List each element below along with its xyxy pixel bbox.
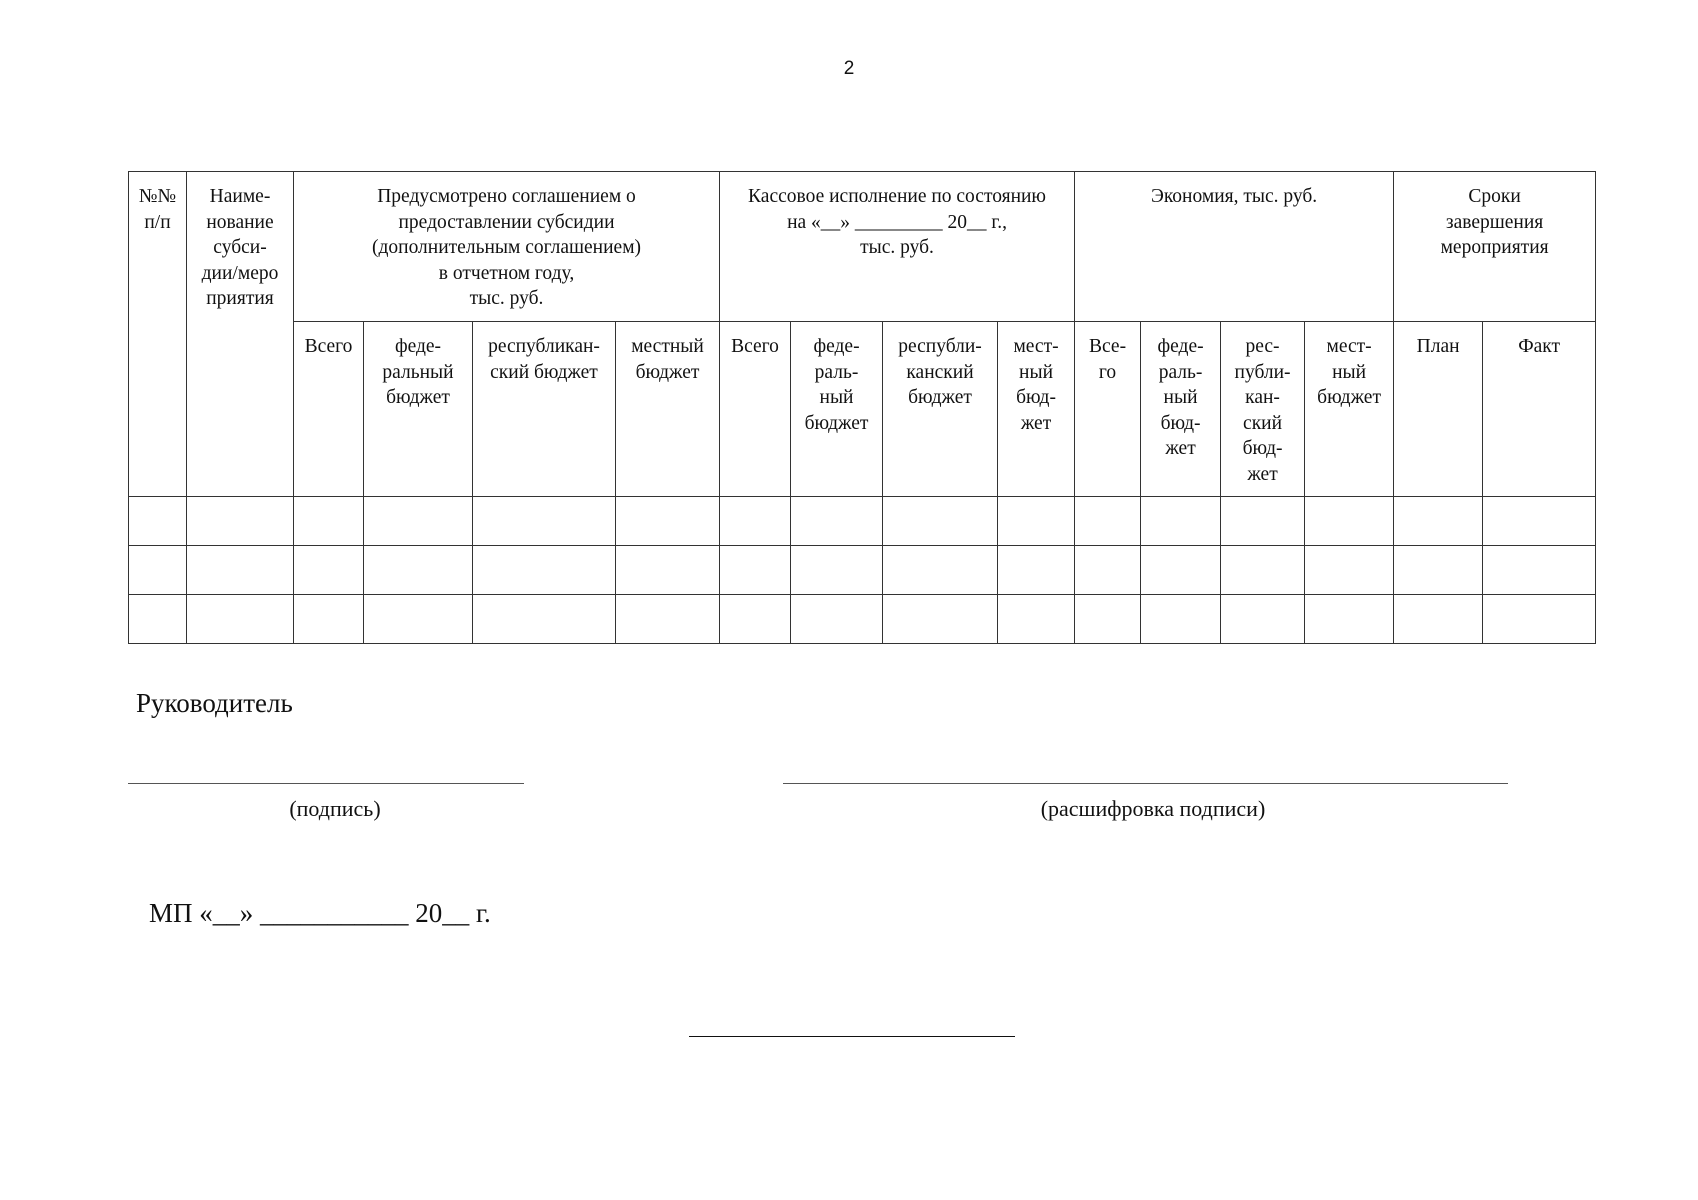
header-completion-terms: Сроки завершения мероприятия <box>1394 172 1596 322</box>
subheader-cash-total: Всего <box>720 322 791 497</box>
table-cell[interactable] <box>791 595 883 644</box>
subheader-economy-local: мест- ный бюджет <box>1305 322 1394 497</box>
table-cell[interactable] <box>616 546 720 595</box>
table-cell[interactable] <box>129 497 187 546</box>
table-cell[interactable] <box>883 497 998 546</box>
subheader-provided-local: местный бюджет <box>616 322 720 497</box>
table-cell[interactable] <box>187 497 294 546</box>
subheader-economy-republic: рес- публи- кан- ский бюд- жет <box>1221 322 1305 497</box>
table-cell[interactable] <box>1305 595 1394 644</box>
signature-line <box>128 783 524 784</box>
subheader-plan: План <box>1394 322 1483 497</box>
table-cell[interactable] <box>1483 497 1596 546</box>
subheader-cash-local: мест- ный бюд- жет <box>998 322 1075 497</box>
table-cell[interactable] <box>129 595 187 644</box>
subheader-provided-total: Всего <box>294 322 364 497</box>
header-subsidy-name: Наиме- нование субси- дии/меро приятия <box>187 172 294 497</box>
table-header-row <box>129 172 1596 322</box>
table-cell[interactable] <box>1221 595 1305 644</box>
table-cell[interactable] <box>883 546 998 595</box>
table-cell[interactable] <box>1141 497 1221 546</box>
table-cell[interactable] <box>473 595 616 644</box>
table-cell[interactable] <box>883 595 998 644</box>
table-subheader-row <box>129 322 1596 497</box>
table-cell[interactable] <box>364 497 473 546</box>
signature-decode-line <box>783 783 1508 784</box>
table-cell[interactable] <box>720 497 791 546</box>
table-body <box>129 497 1596 644</box>
table-cell[interactable] <box>1221 497 1305 546</box>
subheader-economy-federal: феде- раль- ный бюд- жет <box>1141 322 1221 497</box>
table-cell[interactable] <box>998 595 1075 644</box>
header-provided-by-agreement: Предусмотрено соглашением о предоставлении субсидии (дополнительным соглашением) в отчетном году, тыс. руб. <box>294 172 720 322</box>
table-cell[interactable] <box>998 546 1075 595</box>
head-title: Руководитель <box>136 688 293 718</box>
subheader-cash-federal: феде- раль- ный бюджет <box>791 322 883 497</box>
subheader-fact: Факт <box>1483 322 1596 497</box>
table-cell[interactable] <box>473 546 616 595</box>
signature-caption: (подпись) <box>289 796 381 821</box>
table-cell[interactable] <box>1221 546 1305 595</box>
subheader-provided-republic: республикан- ский бюджет <box>473 322 616 497</box>
table-cell[interactable] <box>1394 497 1483 546</box>
table-cell[interactable] <box>1075 497 1141 546</box>
table-cell[interactable] <box>1305 497 1394 546</box>
subheader-cash-republic: республи- канский бюджет <box>883 322 998 497</box>
table-cell[interactable] <box>1141 546 1221 595</box>
page-number: 2 <box>843 58 855 79</box>
table-cell[interactable] <box>720 595 791 644</box>
table-cell[interactable] <box>1075 546 1141 595</box>
subheader-economy-total: Все- го <box>1075 322 1141 497</box>
table-cell[interactable] <box>364 546 473 595</box>
table-cell[interactable] <box>791 497 883 546</box>
subheader-provided-federal: феде- ральный бюджет <box>364 322 473 497</box>
table-cell[interactable] <box>187 595 294 644</box>
table-cell[interactable] <box>294 546 364 595</box>
table-cell[interactable] <box>1305 546 1394 595</box>
table-row <box>129 546 1596 595</box>
table-cell[interactable] <box>616 497 720 546</box>
table-cell[interactable] <box>294 497 364 546</box>
report-table <box>128 171 1596 644</box>
table-row <box>129 497 1596 546</box>
header-number: №№ п/п <box>129 172 187 497</box>
stamp-date-line: МП «__» ___________ 20__ г. <box>149 898 491 928</box>
table-cell[interactable] <box>791 546 883 595</box>
table-cell[interactable] <box>473 497 616 546</box>
signature-decode-caption: (расшифровка подписи) <box>1040 796 1266 821</box>
table-cell[interactable] <box>1394 546 1483 595</box>
table-cell[interactable] <box>1394 595 1483 644</box>
header-cash-execution: Кассовое исполнение по состоянию на «__» _________ 20__ г., тыс. руб. <box>720 172 1075 322</box>
table-cell[interactable] <box>187 546 294 595</box>
table-cell[interactable] <box>1483 595 1596 644</box>
table-cell[interactable] <box>1483 546 1596 595</box>
table-cell[interactable] <box>1075 595 1141 644</box>
document-end-rule <box>689 1036 1015 1037</box>
table-cell[interactable] <box>294 595 364 644</box>
table-cell[interactable] <box>998 497 1075 546</box>
table-cell[interactable] <box>1141 595 1221 644</box>
table-cell[interactable] <box>720 546 791 595</box>
table-row <box>129 595 1596 644</box>
table-cell[interactable] <box>616 595 720 644</box>
table-cell[interactable] <box>364 595 473 644</box>
header-economy: Экономия, тыс. руб. <box>1075 172 1394 322</box>
table-cell[interactable] <box>129 546 187 595</box>
